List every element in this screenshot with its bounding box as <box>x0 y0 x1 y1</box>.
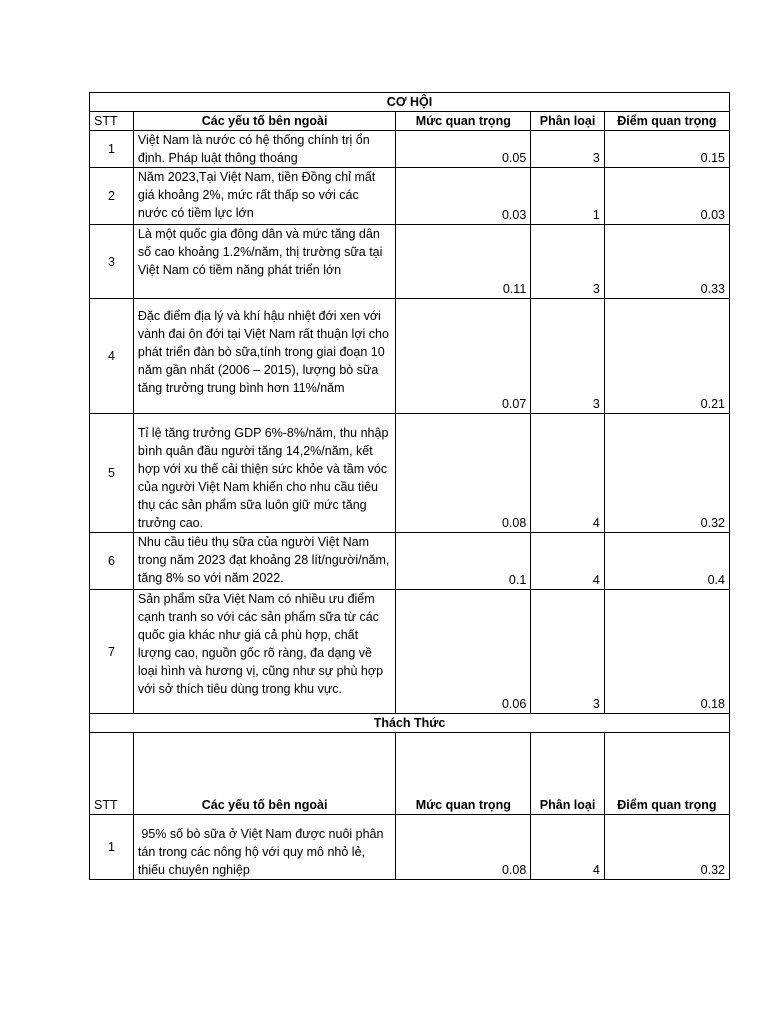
header-stt: STT <box>90 733 134 815</box>
row-factor: Việt Nam là nước có hệ thống chính trị ổn định. Pháp luật thông thoáng <box>133 131 395 168</box>
row-stt: 5 <box>90 414 134 533</box>
row-score: 0.18 <box>604 590 729 714</box>
header-score: Điểm quan trọng <box>604 112 729 131</box>
row-factor: Là một quốc gia đông dân và mức tăng dân số cao khoảng 1.2%/năm, thị trường sữa tại Việt Nam có tiềm năng phát triển lớn <box>133 225 395 299</box>
row-stt: 3 <box>90 225 134 299</box>
header-row <box>90 733 730 815</box>
row-stt: 1 <box>90 815 134 880</box>
row-score: 0.15 <box>604 131 729 168</box>
row-importance: 0.06 <box>396 590 531 714</box>
row-stt: 6 <box>90 533 134 590</box>
row-classification: 4 <box>531 414 605 533</box>
row-importance: 0.11 <box>396 225 531 299</box>
section-title-row <box>90 714 730 733</box>
row-stt: 7 <box>90 590 134 714</box>
row-importance: 0.08 <box>396 414 531 533</box>
opportunities-title: CƠ HỘI <box>90 93 730 112</box>
row-stt: 4 <box>90 299 134 414</box>
table-row <box>90 590 730 714</box>
header-stt: STT <box>90 112 134 131</box>
row-score: 0.32 <box>604 414 729 533</box>
row-classification: 4 <box>531 815 605 880</box>
row-factor: Đặc điểm địa lý và khí hậu nhiệt đới xen với vành đai ôn đới tại Việt Nam rất thuận lợi cho phát triển đàn bò sữa,tính trong giai đoạn 10 năm gần nhất (2006 – 2015), lượng bò sữa tăng trưởng trung bình hơn 11%/năm <box>133 299 395 414</box>
row-importance: 0.08 <box>396 815 531 880</box>
table-row <box>90 533 730 590</box>
table-row <box>90 299 730 414</box>
row-stt: 2 <box>90 168 134 225</box>
table-row <box>90 815 730 880</box>
row-factor: Năm 2023,Tại Việt Nam, tiền Đồng chỉ mất giá khoảng 2%, mức rất thấp so với các nước có tiềm lực lớn <box>133 168 395 225</box>
header-importance: Mức quan trọng <box>396 112 531 131</box>
threats-section <box>90 714 730 880</box>
row-classification: 3 <box>531 225 605 299</box>
header-classification: Phân loại <box>531 112 605 131</box>
table-row <box>90 168 730 225</box>
row-importance: 0.07 <box>396 299 531 414</box>
row-classification: 1 <box>531 168 605 225</box>
row-score: 0.03 <box>604 168 729 225</box>
table-row <box>90 131 730 168</box>
section-title-row <box>90 93 730 112</box>
row-factor: Nhu cầu tiêu thụ sữa của người Việt Nam trong năm 2023 đạt khoảng 28 lít/người/năm, tăng 8% so với năm 2022. <box>133 533 395 590</box>
header-importance: Mức quan trọng <box>396 733 531 815</box>
row-importance: 0.1 <box>396 533 531 590</box>
row-score: 0.33 <box>604 225 729 299</box>
row-importance: 0.03 <box>396 168 531 225</box>
row-classification: 3 <box>531 131 605 168</box>
row-classification: 3 <box>531 590 605 714</box>
row-classification: 4 <box>531 533 605 590</box>
opportunities-section <box>90 93 730 714</box>
row-score: 0.21 <box>604 299 729 414</box>
header-classification: Phân loại <box>531 733 605 815</box>
header-score: Điểm quan trọng <box>604 733 729 815</box>
row-stt: 1 <box>90 131 134 168</box>
row-factor: Tỉ lệ tăng trưởng GDP 6%-8%/năm, thu nhập bình quân đầu người tăng 14,2%/năm, kết hợp với xu thế cải thiện sức khỏe và tầm vóc của người Việt Nam khiến cho nhu cầu tiêu thụ các sản phẩm sữa luôn giữ mức tăng trưởng cao. <box>133 414 395 533</box>
row-factor: Sản phẩm sữa Việt Nam có nhiều ưu điểm cạnh tranh so với các sản phẩm sữa từ các quốc gia khác như giá cả phù hợp, chất lượng cao, nguồn gốc rõ ràng, đa dạng về loại hình và hương vị, cũng như sự phù hợp với sở thích tiêu dùng trong khu vực. <box>133 590 395 714</box>
row-factor: 95% số bò sữa ở Việt Nam được nuôi phân tán trong các nông hộ với quy mô nhỏ lẻ, thiếu chuyên nghiệp <box>133 815 395 880</box>
row-score: 0.32 <box>604 815 729 880</box>
row-score: 0.4 <box>604 533 729 590</box>
header-row <box>90 112 730 131</box>
table-row <box>90 414 730 533</box>
row-classification: 3 <box>531 299 605 414</box>
table-row <box>90 225 730 299</box>
header-factor: Các yếu tố bên ngoài <box>133 112 395 131</box>
row-importance: 0.05 <box>396 131 531 168</box>
threats-title: Thách Thức <box>90 714 730 733</box>
efe-matrix-table <box>89 92 730 880</box>
header-factor: Các yếu tố bên ngoài <box>133 733 395 815</box>
